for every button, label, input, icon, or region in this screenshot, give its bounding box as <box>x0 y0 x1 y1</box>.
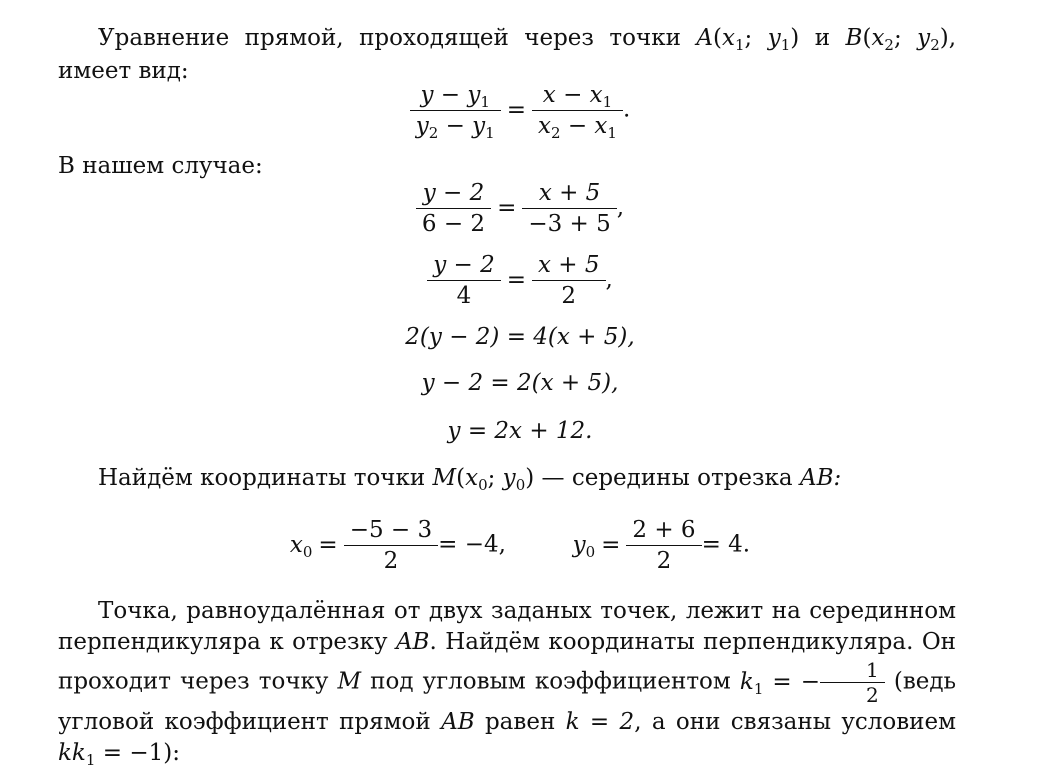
intro-tail: , имеет вид: <box>58 25 957 84</box>
equation-line-4: y − 2 = 2(x + 5), <box>421 370 619 396</box>
midpoint-text: Найдём координаты точки <box>98 465 426 491</box>
intro-text: Уравнение прямой, проходящей через точки <box>98 25 681 51</box>
point-b: $B(x_2$; $y_2$) <box>845 25 949 54</box>
midpoint-paragraph <box>58 462 956 495</box>
substituted-equation: $\frac{y - 2}{6 - 2}$ = $\frac{x + 5}{-3 + 5}$ , <box>0 178 1040 239</box>
midpoint-equation: $x_0$ = $\frac{-5 - 3}{2}$ = −4, $y_0$ = $\frac{2 + 6}{2}$ = 4. <box>289 517 751 574</box>
case-label: В нашем случае: <box>58 153 263 179</box>
intro-paragraph <box>58 22 956 88</box>
two-point-equation: $\frac{y - y_1}{y_2 - y_1}$ = $\frac{x - x_1}{x_2 - x_1}$ . <box>0 80 1040 141</box>
segment-ab: AB: <box>799 465 842 491</box>
equation-line-5: y = 2x + 12. <box>447 418 593 444</box>
intro-and: и <box>814 25 831 51</box>
simplified-equation: $\frac{y - 2}{4}$ = $\frac{x + 5}{2}$ , <box>0 250 1040 311</box>
equation-line-3: 2(y − 2) = 4(x + 5), <box>405 324 635 350</box>
point-m: $M(x_0$; $y_0$) <box>432 465 535 494</box>
point-a: $A(x_1$; $y_1$) <box>696 25 800 54</box>
midpoint-tail: — середины отрезка <box>541 465 793 491</box>
perpendicular-paragraph: Точка, равноудалённая от двух заданых точек, лежит на серединном перпендикуляра к отрезку AB. Найдём координаты перпендикуляра. Он проходит через точку M под угловым коэффициентом $k_1$ = − $\frac{1}{2}$ (ведь угловой коэффициент прямой AB равен k = 2, а они связаны условием $kk_1 = -1$): <box>58 598 957 769</box>
